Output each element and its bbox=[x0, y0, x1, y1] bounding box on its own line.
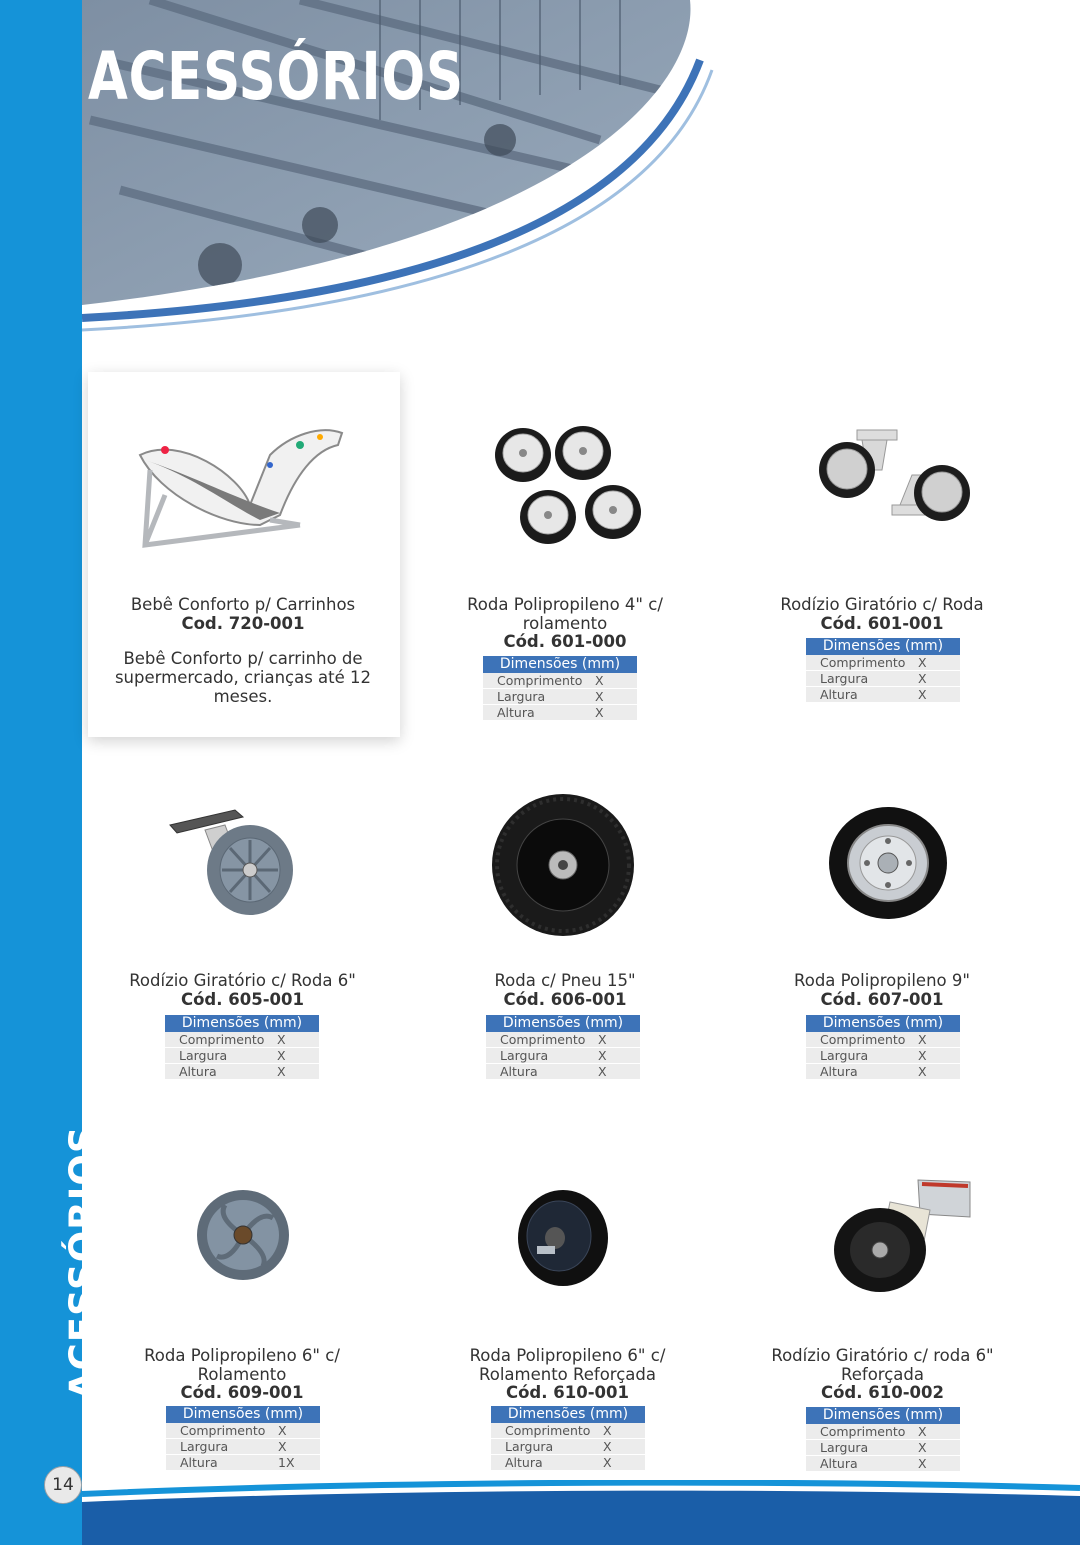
dimension-value: X bbox=[595, 673, 604, 688]
dimension-row bbox=[491, 1439, 645, 1455]
dimension-row bbox=[806, 671, 960, 687]
dimension-label: Largura bbox=[497, 689, 546, 704]
product-720-001 bbox=[100, 596, 386, 706]
product-601-001 bbox=[752, 596, 1012, 633]
dimension-value: X bbox=[918, 655, 927, 670]
dimensions-header: Dimensões (mm) bbox=[806, 1407, 960, 1424]
dimension-label: Largura bbox=[179, 1048, 228, 1063]
dimension-label: Comprimento bbox=[179, 1032, 265, 1047]
dimension-value: X bbox=[598, 1032, 607, 1047]
dimension-label: Largura bbox=[820, 671, 869, 686]
swivel-casters-icon bbox=[812, 425, 982, 535]
dimension-label: Largura bbox=[500, 1048, 549, 1063]
gray-swivel-caster-icon bbox=[165, 805, 300, 920]
product-601-000 bbox=[440, 596, 690, 652]
dimension-label: Comprimento bbox=[820, 655, 906, 670]
tire-wheel-icon bbox=[490, 792, 636, 938]
dimension-row bbox=[483, 705, 637, 721]
dimensions-header: Dimensões (mm) bbox=[166, 1406, 320, 1423]
product-name: Rodízio Giratório c/ roda 6" Reforçada bbox=[771, 1346, 994, 1384]
dimension-label: Altura bbox=[820, 687, 858, 702]
dimension-value: X bbox=[277, 1048, 286, 1063]
dimension-label: Comprimento bbox=[505, 1423, 591, 1438]
dimension-row bbox=[491, 1423, 645, 1439]
dimension-value: X bbox=[598, 1048, 607, 1063]
dimensions-table bbox=[166, 1406, 320, 1471]
product-code: Cód. 610-002 bbox=[820, 1383, 944, 1402]
dimension-row bbox=[491, 1455, 645, 1471]
product-code: Cod. 720-001 bbox=[181, 613, 305, 633]
dimension-row bbox=[165, 1048, 319, 1064]
dimension-row bbox=[806, 655, 960, 671]
dimension-row bbox=[486, 1064, 640, 1080]
dimensions-table bbox=[806, 1407, 960, 1472]
dimensions-header: Dimensões (mm) bbox=[491, 1406, 645, 1423]
dimension-value: X bbox=[595, 705, 604, 720]
dimension-label: Comprimento bbox=[500, 1032, 586, 1047]
dimensions-header: Dimensões (mm) bbox=[486, 1015, 640, 1032]
dimension-value: X bbox=[918, 1424, 927, 1439]
dimension-label: Altura bbox=[820, 1064, 858, 1079]
dimensions-header: Dimensões (mm) bbox=[483, 656, 637, 673]
dimension-label: Largura bbox=[820, 1440, 869, 1455]
product-name: Roda Polipropileno 6" c/ Rolamento bbox=[144, 1346, 340, 1384]
dimension-value: X bbox=[918, 1064, 927, 1079]
dimension-row bbox=[165, 1064, 319, 1080]
dimensions-table bbox=[483, 656, 637, 721]
product-name: Roda Polipropileno 4" c/ rolamento bbox=[467, 595, 663, 633]
product-code: Cód. 601-000 bbox=[503, 632, 627, 651]
baby-seat-icon bbox=[120, 415, 350, 555]
page-title: ACESSÓRIOS bbox=[88, 38, 464, 115]
black-wheel-icon bbox=[515, 1188, 611, 1288]
page-number: 14 bbox=[44, 1466, 82, 1504]
dimension-row bbox=[806, 1424, 960, 1440]
dimensions-header: Dimensões (mm) bbox=[806, 638, 960, 655]
dimensions-table bbox=[806, 638, 960, 703]
gray-wheel-icon bbox=[195, 1188, 291, 1282]
dimension-value: X bbox=[603, 1439, 612, 1454]
dimension-label: Altura bbox=[179, 1064, 217, 1079]
product-610-002 bbox=[755, 1347, 1010, 1403]
dimensions-table bbox=[165, 1015, 319, 1080]
dimension-row bbox=[806, 1032, 960, 1048]
dimension-label: Altura bbox=[180, 1455, 218, 1470]
dimensions-table bbox=[806, 1015, 960, 1080]
dimension-label: Largura bbox=[505, 1439, 554, 1454]
dimensions-header: Dimensões (mm) bbox=[806, 1015, 960, 1032]
product-610-001 bbox=[445, 1347, 690, 1403]
product-code: Cód. 601-001 bbox=[820, 613, 944, 633]
product-name: Roda c/ Pneu 15" bbox=[494, 971, 636, 990]
dimension-value: 1X bbox=[278, 1455, 295, 1470]
heavy-swivel-caster-icon bbox=[830, 1172, 975, 1294]
product-607-001 bbox=[762, 972, 1002, 1009]
dimension-value: X bbox=[595, 689, 604, 704]
dimension-label: Largura bbox=[820, 1048, 869, 1063]
sidebar-label: ACESSÓRIOS bbox=[62, 1125, 105, 1400]
product-609-001 bbox=[112, 1347, 372, 1403]
product-606-001 bbox=[450, 972, 680, 1009]
dimension-row bbox=[166, 1423, 320, 1439]
dimension-label: Altura bbox=[505, 1455, 543, 1470]
dimension-value: X bbox=[918, 1048, 927, 1063]
dimension-value: X bbox=[603, 1423, 612, 1438]
dimension-label: Altura bbox=[820, 1456, 858, 1471]
product-description: Bebê Conforto p/ carrinho de supermercado, crianças até 12 meses. bbox=[114, 649, 372, 706]
dimension-value: X bbox=[278, 1439, 287, 1454]
dimension-row bbox=[486, 1048, 640, 1064]
dimension-row bbox=[166, 1455, 320, 1471]
dimension-label: Comprimento bbox=[820, 1032, 906, 1047]
dimension-row bbox=[483, 689, 637, 705]
dimension-row bbox=[806, 1440, 960, 1456]
dimension-value: X bbox=[918, 1032, 927, 1047]
product-code: Cód. 606-001 bbox=[503, 989, 627, 1009]
dimension-value: X bbox=[918, 1440, 927, 1455]
dimension-row bbox=[806, 1064, 960, 1080]
dimension-label: Comprimento bbox=[820, 1424, 906, 1439]
dimension-value: X bbox=[918, 1456, 927, 1471]
dimension-row bbox=[166, 1439, 320, 1455]
footer-wave bbox=[0, 1480, 1080, 1545]
dimension-value: X bbox=[278, 1423, 287, 1438]
dimension-row bbox=[806, 1456, 960, 1472]
product-code: Cód. 609-001 bbox=[180, 1383, 304, 1402]
dimension-label: Altura bbox=[497, 705, 535, 720]
product-name: Rodízio Giratório c/ Roda 6" bbox=[129, 971, 356, 990]
dimension-value: X bbox=[603, 1455, 612, 1470]
product-code: Cód. 607-001 bbox=[820, 989, 944, 1009]
dimension-label: Comprimento bbox=[497, 673, 583, 688]
dimension-value: X bbox=[277, 1064, 286, 1079]
product-605-001 bbox=[100, 972, 385, 1009]
product-name: Rodízio Giratório c/ Roda bbox=[780, 595, 984, 614]
dimension-value: X bbox=[598, 1064, 607, 1079]
dimension-value: X bbox=[277, 1032, 286, 1047]
dimension-label: Altura bbox=[500, 1064, 538, 1079]
dimension-value: X bbox=[918, 687, 927, 702]
product-code: Cód. 610-001 bbox=[505, 1383, 629, 1402]
product-name: Bebê Conforto p/ Carrinhos bbox=[130, 595, 356, 614]
dimension-row bbox=[806, 687, 960, 703]
dimension-row bbox=[165, 1032, 319, 1048]
product-name: Roda Polipropileno 6" c/ Rolamento Reforçada bbox=[469, 1346, 666, 1384]
dimensions-table bbox=[491, 1406, 645, 1471]
dimension-row bbox=[483, 673, 637, 689]
dimensions-table bbox=[486, 1015, 640, 1080]
steel-hub-wheel-icon bbox=[827, 805, 949, 921]
dimension-label: Largura bbox=[180, 1439, 229, 1454]
dimension-value: X bbox=[918, 671, 927, 686]
four-wheels-icon bbox=[488, 420, 648, 560]
dimension-row bbox=[486, 1032, 640, 1048]
dimension-label: Comprimento bbox=[180, 1423, 266, 1438]
product-code: Cód. 605-001 bbox=[180, 989, 304, 1009]
product-name: Roda Polipropileno 9" bbox=[794, 971, 970, 990]
dimension-row bbox=[806, 1048, 960, 1064]
dimensions-header: Dimensões (mm) bbox=[165, 1015, 319, 1032]
